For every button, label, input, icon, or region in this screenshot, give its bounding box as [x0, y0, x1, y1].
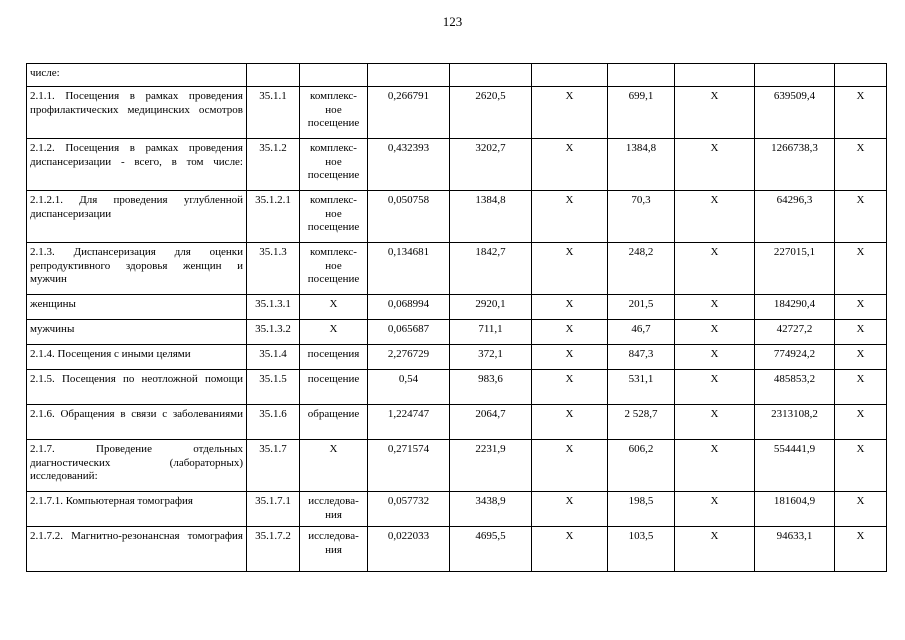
table-row	[27, 243, 887, 295]
row-value-cell	[608, 64, 675, 87]
row-unit-cell: комплекс-ное посещение	[300, 139, 368, 191]
data-table	[26, 63, 887, 572]
row-value-cell: X	[675, 191, 755, 243]
row-value-cell: 639509,4	[755, 87, 835, 139]
row-name-cell: 2.1.4. Посещения с иными целями	[27, 345, 247, 370]
row-code-cell: 35.1.5	[247, 370, 300, 405]
row-value-cell: 1,224747	[368, 405, 450, 440]
row-value-cell: 46,7	[608, 320, 675, 345]
row-name-cell: 2.1.7. Проведение отдельных диагностических (лабораторных) исследований:	[27, 440, 247, 492]
row-name-cell: 2.1.1. Посещения в рамках проведения профилактических медицинских осмотров	[27, 87, 247, 139]
row-unit-cell: исследова-ния	[300, 492, 368, 527]
row-value-cell: 3438,9	[450, 492, 532, 527]
table-row	[27, 320, 887, 345]
row-value-cell: X	[835, 527, 887, 572]
row-value-cell: X	[835, 405, 887, 440]
row-value-cell: X	[675, 440, 755, 492]
row-code-cell: 35.1.7.2	[247, 527, 300, 572]
row-value-cell	[755, 64, 835, 87]
row-code-cell: 35.1.3.2	[247, 320, 300, 345]
table-row	[27, 64, 887, 87]
row-value-cell: X	[675, 370, 755, 405]
row-value-cell: 248,2	[608, 243, 675, 295]
table-row	[27, 139, 887, 191]
row-value-cell: 554441,9	[755, 440, 835, 492]
row-value-cell: 2 528,7	[608, 405, 675, 440]
row-value-cell: 0,022033	[368, 527, 450, 572]
row-name-cell: мужчины	[27, 320, 247, 345]
row-unit-cell: исследова-ния	[300, 527, 368, 572]
row-value-cell: 531,1	[608, 370, 675, 405]
row-unit-cell	[300, 64, 368, 87]
row-value-cell: 1384,8	[450, 191, 532, 243]
row-value-cell: X	[835, 370, 887, 405]
row-value-cell: X	[835, 87, 887, 139]
row-value-cell: 711,1	[450, 320, 532, 345]
row-name-cell: 2.1.2. Посещения в рамках проведения диспансеризации - всего, в том числе:	[27, 139, 247, 191]
table-row	[27, 345, 887, 370]
row-value-cell: 2,276729	[368, 345, 450, 370]
table-row	[27, 527, 887, 572]
row-value-cell: 2920,1	[450, 295, 532, 320]
row-value-cell: 606,2	[608, 440, 675, 492]
row-value-cell: 2620,5	[450, 87, 532, 139]
table-row	[27, 440, 887, 492]
row-code-cell: 35.1.1	[247, 87, 300, 139]
row-value-cell: 699,1	[608, 87, 675, 139]
row-code-cell: 35.1.4	[247, 345, 300, 370]
table-row	[27, 492, 887, 527]
row-value-cell: 0,266791	[368, 87, 450, 139]
row-name-cell: 2.1.5. Посещения по неотложной помощи	[27, 370, 247, 405]
row-value-cell: 1266738,3	[755, 139, 835, 191]
row-value-cell: X	[835, 440, 887, 492]
row-value-cell: 64296,3	[755, 191, 835, 243]
row-value-cell: X	[835, 191, 887, 243]
row-value-cell: X	[835, 320, 887, 345]
row-value-cell: X	[835, 139, 887, 191]
row-value-cell: 485853,2	[755, 370, 835, 405]
row-name-cell: женщины	[27, 295, 247, 320]
row-value-cell: 103,5	[608, 527, 675, 572]
row-value-cell: 181604,9	[755, 492, 835, 527]
row-value-cell	[835, 64, 887, 87]
row-value-cell: 3202,7	[450, 139, 532, 191]
row-value-cell: 983,6	[450, 370, 532, 405]
row-name-cell: 2.1.3. Диспансеризация для оценки репродуктивного здоровья женщин и мужчин	[27, 243, 247, 295]
row-value-cell: 0,432393	[368, 139, 450, 191]
row-code-cell: 35.1.6	[247, 405, 300, 440]
row-unit-cell: X	[300, 295, 368, 320]
row-value-cell: X	[675, 345, 755, 370]
row-name-cell: 2.1.2.1. Для проведения углубленной диспансеризации	[27, 191, 247, 243]
row-value-cell: 0,057732	[368, 492, 450, 527]
row-value-cell: 184290,4	[755, 295, 835, 320]
row-unit-cell: комплекс-ное посещение	[300, 243, 368, 295]
row-value-cell: 774924,2	[755, 345, 835, 370]
row-value-cell: 0,134681	[368, 243, 450, 295]
row-value-cell: X	[835, 345, 887, 370]
row-value-cell: 0,050758	[368, 191, 450, 243]
row-value-cell: X	[835, 492, 887, 527]
row-value-cell: X	[532, 405, 608, 440]
row-value-cell: X	[532, 345, 608, 370]
row-value-cell: X	[675, 243, 755, 295]
row-value-cell	[532, 64, 608, 87]
row-code-cell: 35.1.2.1	[247, 191, 300, 243]
row-unit-cell: посещения	[300, 345, 368, 370]
row-value-cell: X	[532, 440, 608, 492]
row-code-cell	[247, 64, 300, 87]
row-code-cell: 35.1.2	[247, 139, 300, 191]
row-unit-cell: комплекс-ное посещение	[300, 191, 368, 243]
row-value-cell: 1842,7	[450, 243, 532, 295]
row-code-cell: 35.1.3.1	[247, 295, 300, 320]
row-value-cell: X	[675, 527, 755, 572]
table-row	[27, 405, 887, 440]
row-value-cell: X	[532, 243, 608, 295]
row-code-cell: 35.1.3	[247, 243, 300, 295]
page-number: 123	[442, 14, 463, 29]
row-value-cell: 2313108,2	[755, 405, 835, 440]
row-value-cell: X	[532, 527, 608, 572]
row-value-cell: X	[675, 320, 755, 345]
row-value-cell: X	[835, 295, 887, 320]
row-value-cell	[675, 64, 755, 87]
row-value-cell: X	[532, 87, 608, 139]
table-row	[27, 87, 887, 139]
row-value-cell: X	[675, 405, 755, 440]
row-unit-cell: обращение	[300, 405, 368, 440]
row-value-cell: 0,068994	[368, 295, 450, 320]
row-value-cell: 201,5	[608, 295, 675, 320]
row-name-cell: 2.1.7.1. Компьютерная томография	[27, 492, 247, 527]
row-name-cell: 2.1.6. Обращения в связи с заболеваниями	[27, 405, 247, 440]
row-value-cell: X	[675, 295, 755, 320]
row-value-cell: 372,1	[450, 345, 532, 370]
row-value-cell: X	[675, 492, 755, 527]
row-value-cell	[450, 64, 532, 87]
row-value-cell: 1384,8	[608, 139, 675, 191]
row-value-cell: 42727,2	[755, 320, 835, 345]
row-value-cell: 0,54	[368, 370, 450, 405]
row-name-cell: 2.1.7.2. Магнитно-резонансная томография	[27, 527, 247, 572]
table-row	[27, 295, 887, 320]
row-value-cell: X	[532, 370, 608, 405]
row-unit-cell: посещение	[300, 370, 368, 405]
row-unit-cell: X	[300, 440, 368, 492]
row-value-cell: 94633,1	[755, 527, 835, 572]
row-unit-cell: комплекс-ное посещение	[300, 87, 368, 139]
row-code-cell: 35.1.7.1	[247, 492, 300, 527]
row-value-cell: X	[675, 139, 755, 191]
row-unit-cell: X	[300, 320, 368, 345]
table-row	[27, 370, 887, 405]
row-value-cell: 198,5	[608, 492, 675, 527]
row-value-cell: 2231,9	[450, 440, 532, 492]
table-row	[27, 191, 887, 243]
row-code-cell: 35.1.7	[247, 440, 300, 492]
row-value-cell: 2064,7	[450, 405, 532, 440]
row-value-cell: 70,3	[608, 191, 675, 243]
row-value-cell: 227015,1	[755, 243, 835, 295]
row-value-cell: 4695,5	[450, 527, 532, 572]
row-value-cell: X	[835, 243, 887, 295]
row-value-cell: X	[532, 295, 608, 320]
row-value-cell: X	[532, 191, 608, 243]
row-value-cell: X	[532, 139, 608, 191]
row-value-cell: X	[532, 492, 608, 527]
row-name-cell: числе:	[27, 64, 247, 87]
row-value-cell: 0,271574	[368, 440, 450, 492]
row-value-cell	[368, 64, 450, 87]
row-value-cell: X	[675, 87, 755, 139]
row-value-cell: X	[532, 320, 608, 345]
row-value-cell: 847,3	[608, 345, 675, 370]
row-value-cell: 0,065687	[368, 320, 450, 345]
